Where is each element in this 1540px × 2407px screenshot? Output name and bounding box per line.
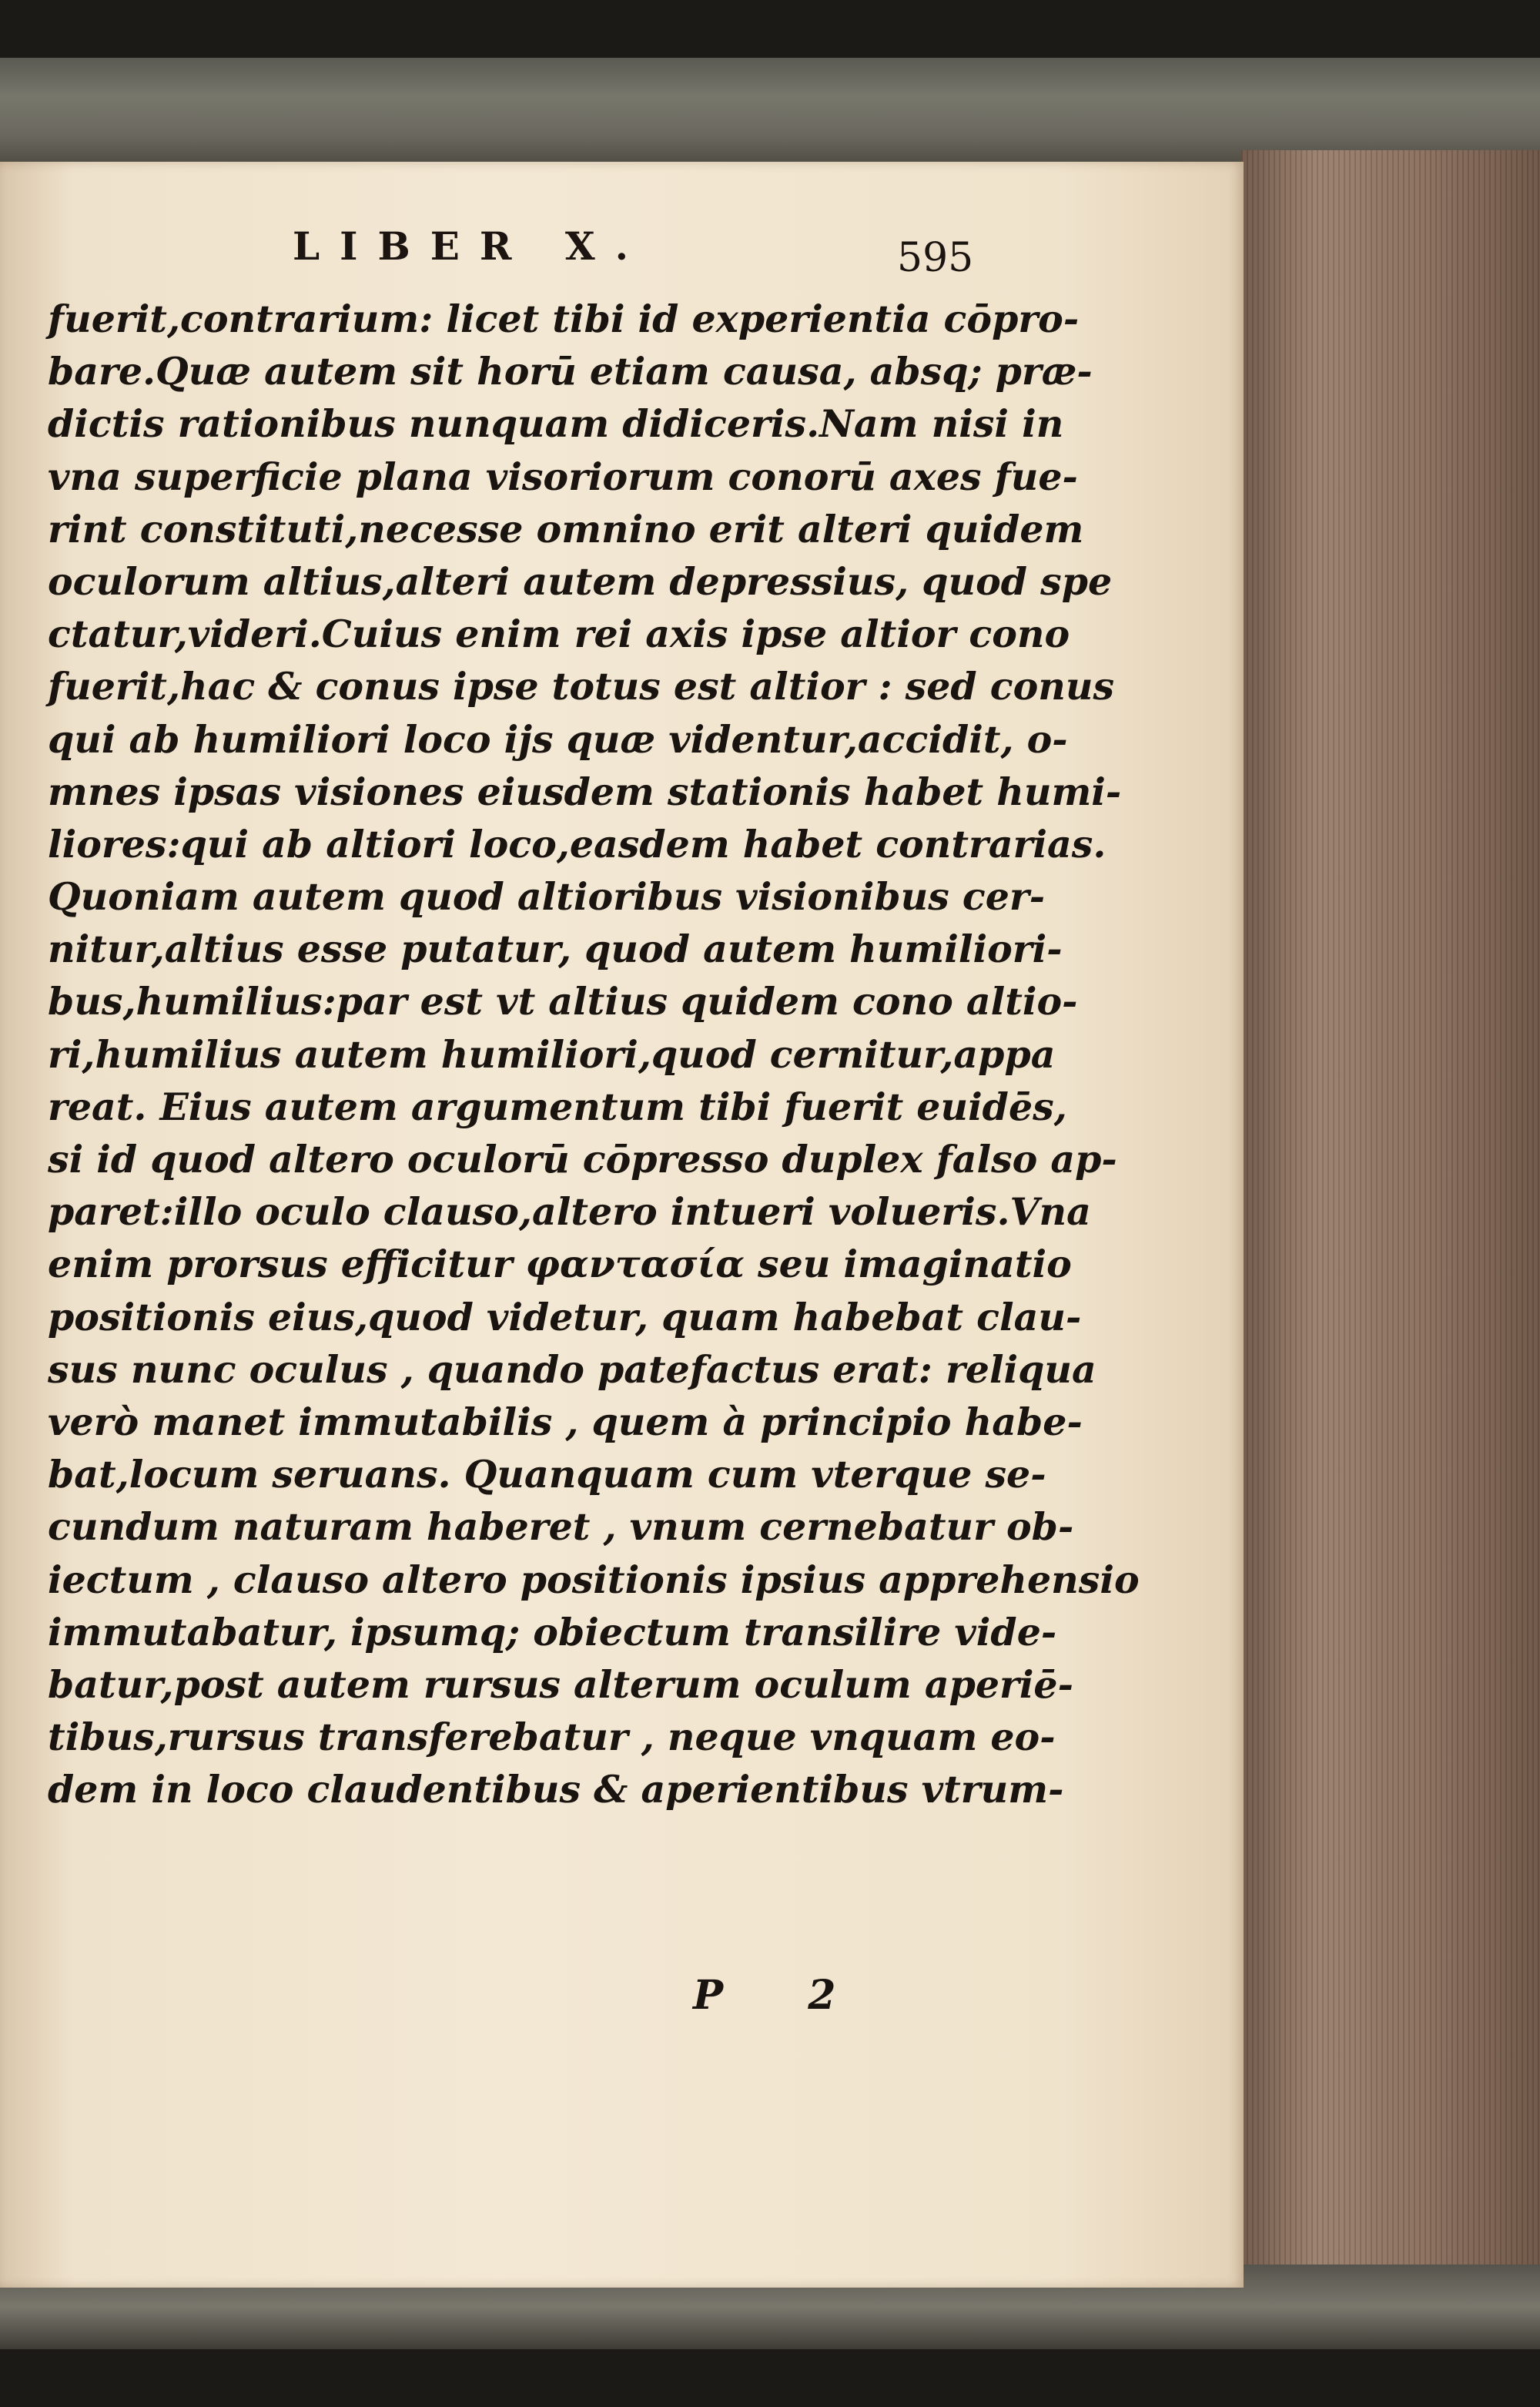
text-line: bare.Quæ autem sit horū etiam causa, absq; præ- bbox=[48, 349, 1093, 394]
text-line: positionis eius,quod videtur, quam habebat clau- bbox=[48, 1294, 1082, 1339]
text-line: mnes ipsas visiones eiusdem stationis habet humi- bbox=[48, 769, 1122, 814]
text-line: nitur,altius esse putatur, quod autem humiliori- bbox=[48, 927, 1063, 972]
text-line: liores:qui ab altiori loco,easdem habet contrarias. bbox=[48, 821, 1106, 867]
text-line: si id quod altero oculorū cōpresso duplex falso ap- bbox=[48, 1137, 1117, 1182]
text-line: dictis rationibus nunquam didiceris.Nam nisi in bbox=[48, 401, 1064, 447]
text-line: sus nunc oculus , quando patefactus erat: reliqua bbox=[48, 1346, 1096, 1392]
signature-mark: P 2 bbox=[693, 1972, 872, 2019]
text-line: reat. Eius autem argumentum tibi fuerit euidēs, bbox=[48, 1084, 1067, 1129]
text-line: bus,humilius:par est vt altius quidem cono altio- bbox=[48, 979, 1078, 1024]
text-line: paret:illo oculo clauso,altero intueri volueris.Vna bbox=[48, 1189, 1091, 1235]
text-line: tibus,rursus transferebatur , neque vnquam eo- bbox=[48, 1715, 1056, 1760]
text-line: verò manet immutabilis , quem à principio habe- bbox=[48, 1399, 1083, 1444]
text-line: fuerit,contrarium: licet tibi id experientia cōpro- bbox=[48, 297, 1080, 341]
text-line: rint constituti,necesse omnino erit alteri quidem bbox=[48, 506, 1084, 551]
text-line: iectum , clauso altero positionis ipsius apprehensio bbox=[48, 1557, 1140, 1602]
text-line: immutabatur, ipsumq; obiectum transilire vide- bbox=[48, 1609, 1057, 1654]
text-line: bat,locum seruans. Quanquam cum vterque se- bbox=[48, 1452, 1046, 1497]
page-fore-edges bbox=[1241, 150, 1540, 2284]
text-line: vna superficie plana visoriorum conorū axes fue- bbox=[48, 454, 1078, 499]
text-line: qui ab humiliori loco ijs quæ videntur,accidit, o- bbox=[48, 716, 1068, 762]
text-line: dem in loco claudentibus & aperientibus vtrum- bbox=[48, 1767, 1064, 1812]
text-line: cundum naturam haberet , vnum cernebatur ob- bbox=[48, 1504, 1074, 1550]
text-line: oculorum altius,alteri autem depressius, quod spe bbox=[48, 558, 1113, 604]
text-line: Quoniam autem quod altioribus visionibus cer- bbox=[48, 874, 1046, 920]
text-line: batur,post autem rursus alterum oculum aperiē- bbox=[48, 1661, 1073, 1707]
page-number: 595 bbox=[897, 235, 974, 281]
text-line: fuerit,hac & conus ipse totus est altior : sed conus bbox=[48, 664, 1115, 709]
body-text bbox=[48, 293, 1140, 1972]
text-line: enim prorsus efficitur φαντασία seu imaginatio bbox=[48, 1242, 1072, 1287]
text-line: ctatur,videri.Cuius enim rei axis ipse altior cono bbox=[48, 612, 1070, 657]
text-line: ri,humilius autem humiliori,quod cernitur,appa bbox=[48, 1031, 1056, 1077]
running-head: LIBER X. bbox=[293, 223, 649, 269]
